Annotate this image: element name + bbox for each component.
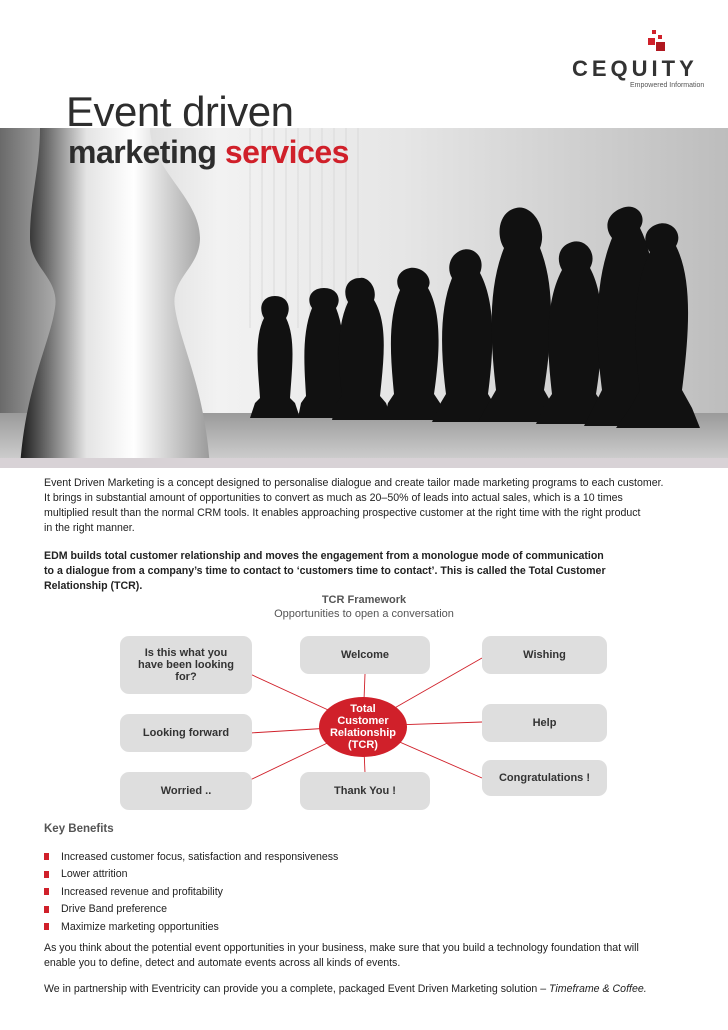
intro-p1-line2: It brings in substantial amount of opportunities to convert as much as 20–50% of leads into actual sales, which is a 10 times [44, 492, 623, 504]
logo-wordmark: CEQUITY [572, 56, 698, 81]
closing-p1-line2: enable you to define, detect and automate events across all kinds of events. [44, 957, 401, 969]
closing-p1-line1: As you think about the potential event opportunities in your business, make sure that you build a technology foundation that will [44, 942, 639, 954]
logo-tagline: Empowered Information [630, 82, 705, 89]
bullet-icon [44, 923, 49, 930]
hero-bottom-band [0, 458, 728, 468]
node-worried: Worried .. [120, 772, 252, 810]
node-text-line: for? [175, 671, 197, 683]
hero-chess-image [0, 128, 728, 468]
intro-paragraph-1 [44, 476, 694, 536]
intro-p1-line1: Event Driven Marketing is a concept designed to personalise dialogue and create tailor made marketing programs to each customer. [44, 477, 664, 489]
list-item [44, 883, 338, 901]
center-node-line: Total [350, 703, 376, 715]
node-congratulations: Congratulations ! [482, 760, 607, 796]
center-node-line: (TCR) [348, 739, 378, 751]
intro-p2-line1: EDM builds total customer relationship and moves the engagement from a monologue mode of communication [44, 550, 604, 562]
center-node-line: Relationship [329, 727, 396, 739]
node-welcome: Welcome [300, 636, 430, 674]
bullet-icon [44, 871, 49, 878]
closing-p2-text: We in partnership with Eventricity can provide you a complete, packaged Event Driven Marketing solution – [44, 983, 547, 995]
node-help: Help [482, 704, 607, 742]
intro-p1-line3: multiplied result than the normal CRM tools. It enables approaching prospective customer at the right time with the right product [44, 507, 641, 519]
bullet-icon [44, 906, 49, 913]
key-benefits-title: Key Benefits [44, 823, 114, 835]
intro-p1-line4: in the right manner. [44, 522, 135, 534]
page-title-line2 [68, 134, 349, 171]
intro-paragraph-2 [44, 549, 694, 594]
list-item [44, 866, 338, 884]
center-node-line: Customer [337, 715, 389, 727]
intro-p2-line3: Relationship (TCR). [44, 580, 143, 592]
list-item [44, 901, 338, 919]
closing-paragraph-1 [44, 941, 694, 971]
bullet-icon [44, 853, 49, 860]
title-word-marketing: marketing [68, 134, 217, 170]
list-item-text: Increased revenue and profitability [61, 885, 223, 898]
cequity-logo [572, 30, 720, 90]
page-title-line1: Event driven [66, 88, 294, 135]
node-thank-you: Thank You ! [300, 772, 430, 810]
list-item-text: Drive Band preference [61, 903, 167, 916]
node-wishing: Wishing [482, 636, 607, 674]
closing-paragraph-2 [44, 982, 694, 997]
framework-title: TCR Framework [321, 594, 407, 606]
node-text-line: Is this what you [144, 647, 228, 659]
framework-subtitle: Opportunities to open a conversation [274, 608, 454, 620]
bullet-icon [44, 888, 49, 895]
node-text-line: have been looking [138, 659, 234, 671]
center-node-tcr [318, 696, 408, 758]
node-looking-forward: Looking forward [120, 714, 252, 752]
list-item-text: Increased customer focus, satisfaction and responsiveness [61, 850, 339, 863]
list-item-text: Lower attrition [61, 868, 128, 881]
key-benefits-list [44, 848, 338, 936]
list-item [44, 848, 338, 866]
list-item-text: Maximize marketing opportunities [61, 920, 219, 933]
closing-p2-product: Timeframe & Coffee. [549, 983, 647, 995]
node-is-this-what-you-looking-for [120, 636, 252, 694]
list-item [44, 918, 338, 936]
intro-p2-line2: to a dialogue from a company’s time to contact to ‘customers time to contact’. This is called the Total Customer [44, 565, 606, 577]
logo-squares-icon [642, 30, 672, 56]
title-word-services: services [224, 134, 349, 170]
